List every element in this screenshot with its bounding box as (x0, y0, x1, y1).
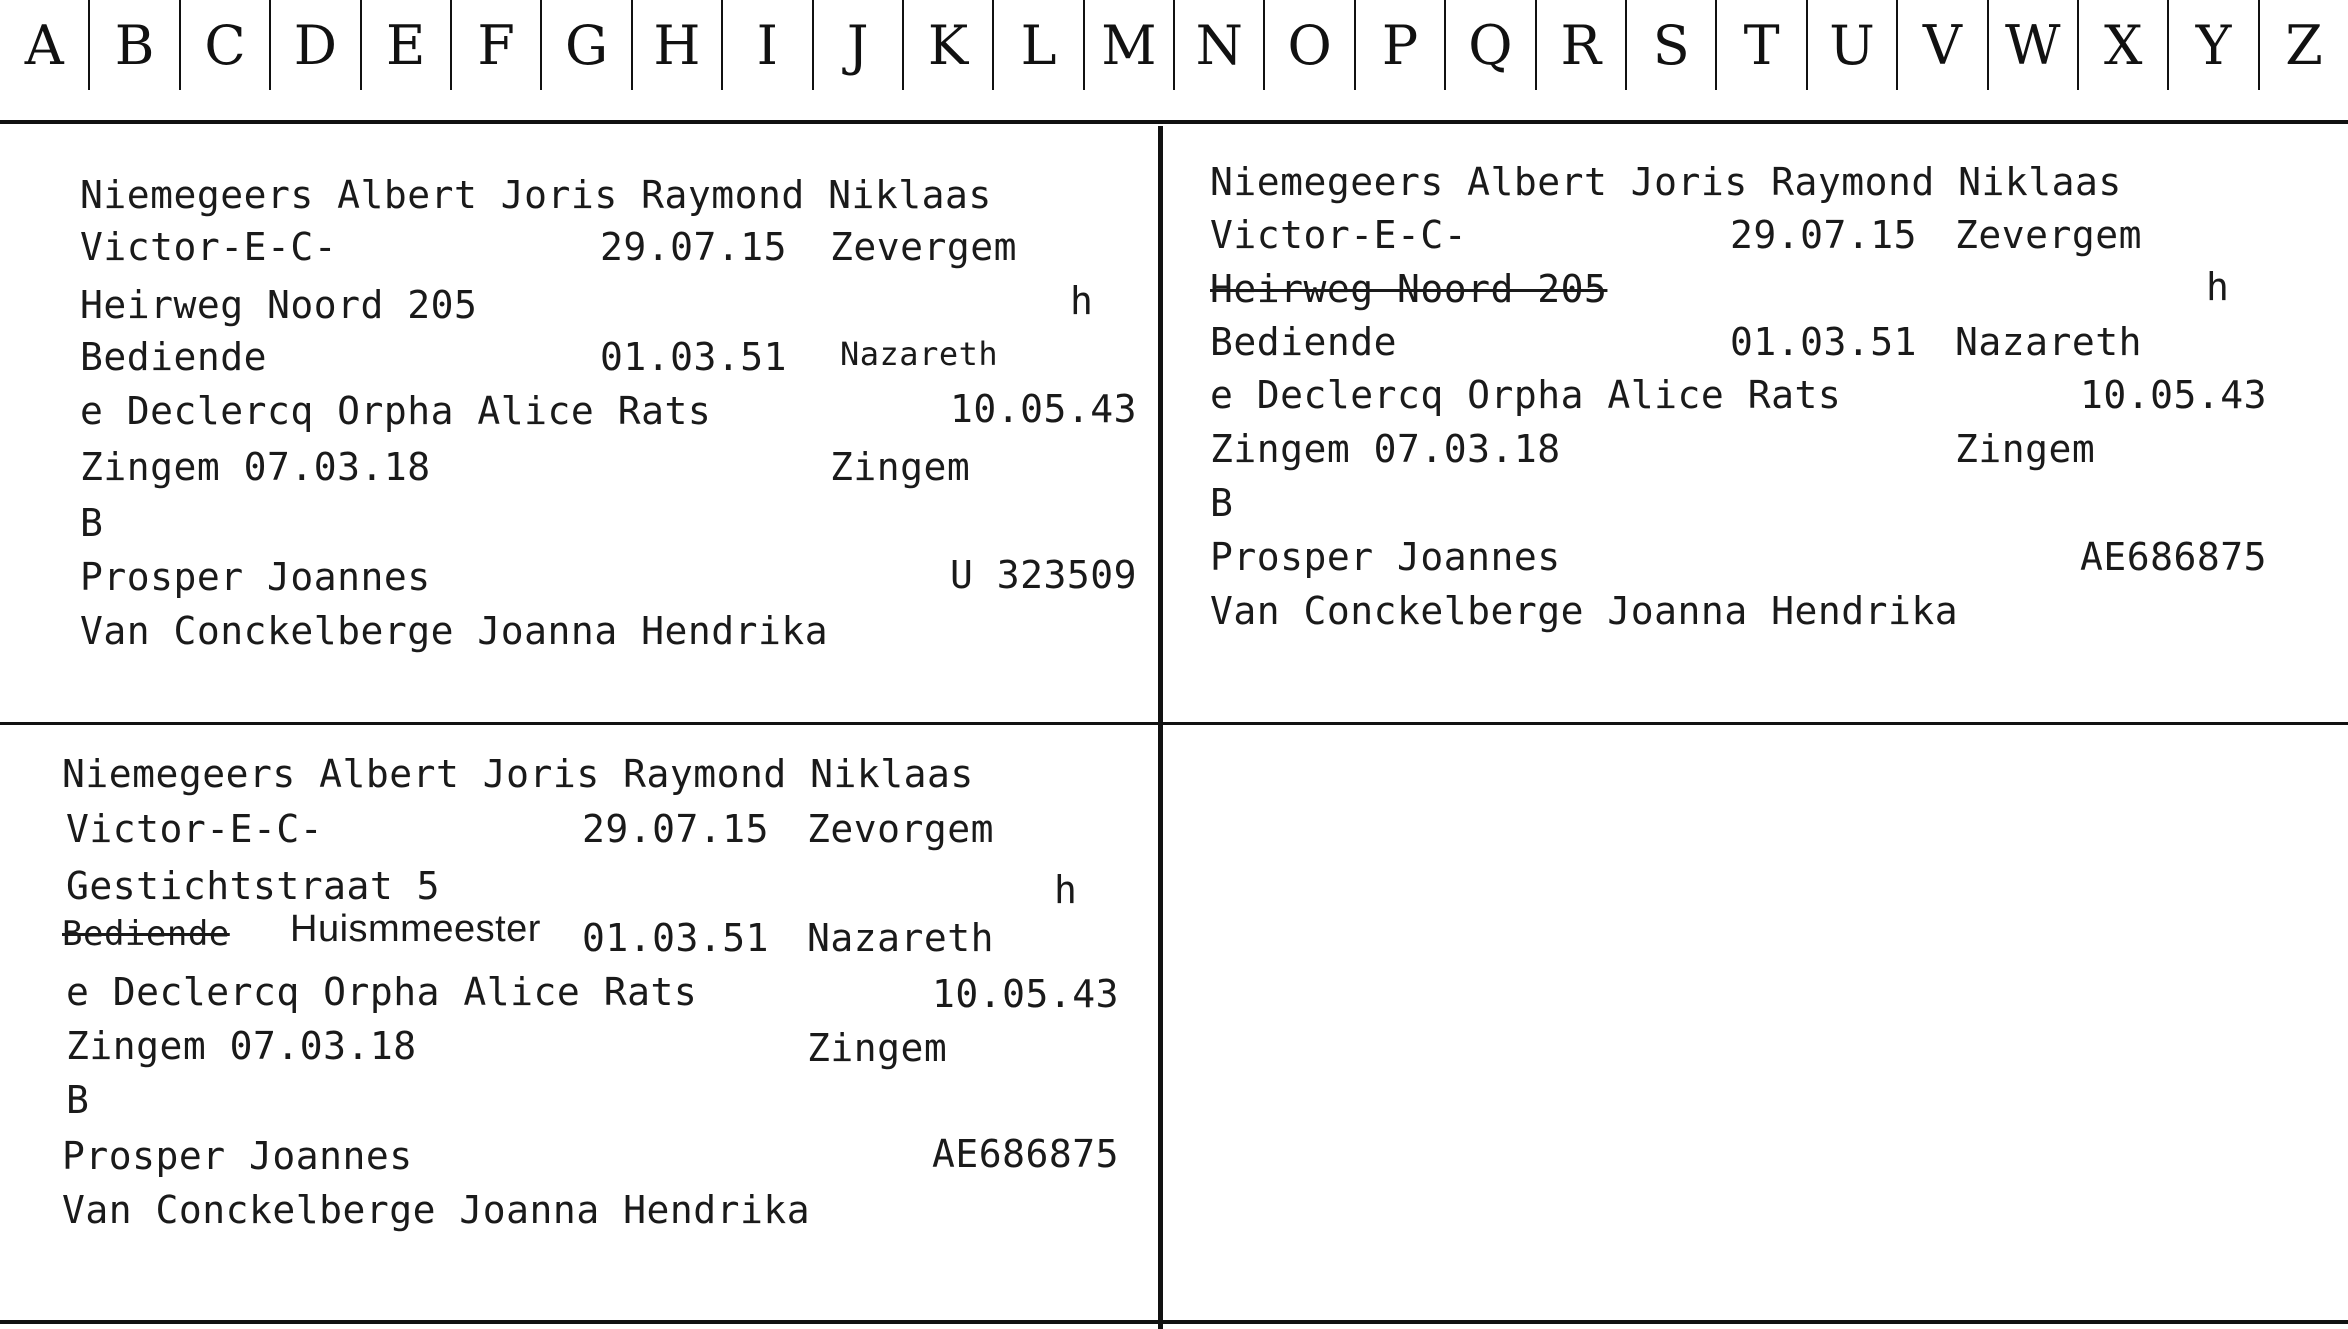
index-letter-m: M (1083, 0, 1173, 90)
card-marriage-place: Zingem (807, 1026, 948, 1070)
index-letter-n: N (1173, 0, 1263, 90)
card-given: Victor-E-C- (80, 225, 338, 269)
card-spouse: e Declercq Orpha Alice Rats (66, 970, 698, 1014)
index-letter-b: B (88, 0, 178, 90)
card-birth-date: 29.07.15 (600, 225, 788, 269)
index-letter-o: O (1263, 0, 1353, 90)
index-letter-l: L (992, 0, 1082, 90)
card-spouse-birth: Zingem 07.03.18 (1210, 427, 1561, 471)
card-given: Victor-E-C- (66, 807, 324, 851)
index-letter-x: X (2077, 0, 2167, 90)
card-spouse-date: 10.05.43 (950, 387, 1138, 431)
card-reg-place: Nazareth (807, 916, 995, 960)
card-mother: Van Conckelberge Joanna Hendrika (80, 609, 829, 653)
card-code: B (66, 1078, 90, 1122)
card-sex: h (1070, 279, 1094, 323)
card-id-number: AE686875 (2080, 535, 2268, 579)
index-letter-z: Z (2258, 0, 2348, 90)
card-reg-date: 01.03.51 (600, 335, 788, 379)
index-letter-w: W (1987, 0, 2077, 90)
index-letter-j: J (812, 0, 902, 90)
card-spouse-birth: Zingem 07.03.18 (80, 445, 431, 489)
card-sex: h (1054, 868, 1078, 912)
card-birth-place: Zevergem (830, 225, 1018, 269)
index-letter-d: D (269, 0, 359, 90)
alphabet-index-strip (0, 0, 2348, 124)
index-letter-y: Y (2167, 0, 2257, 90)
card-spouse: e Declercq Orpha Alice Rats (80, 389, 712, 433)
index-letter-c: C (179, 0, 269, 90)
card-name: Niemegeers Albert Joris Raymond Niklaas (62, 752, 974, 796)
card-spouse-date: 10.05.43 (932, 972, 1120, 1016)
card-sex: h (2206, 265, 2230, 309)
card-birth-date: 29.07.15 (1730, 213, 1918, 257)
card-father: Prosper Joannes (1210, 535, 1561, 579)
card-reg-date: 01.03.51 (1730, 320, 1918, 364)
index-letter-q: Q (1444, 0, 1534, 90)
card-address: Gestichtstraat 5 (66, 864, 441, 908)
card-father: Prosper Joannes (62, 1134, 413, 1178)
card-given: Victor-E-C- (1210, 213, 1468, 257)
card-divider-vertical (1158, 126, 1163, 1329)
card-father: Prosper Joannes (80, 555, 431, 599)
card-spouse: e Declercq Orpha Alice Rats (1210, 373, 1842, 417)
index-letter-e: E (360, 0, 450, 90)
card-address: Heirweg Noord 205 (80, 283, 478, 327)
card-birth-place: Zevergem (1955, 213, 2143, 257)
card-code: B (1210, 481, 1234, 525)
index-letter-g: G (540, 0, 630, 90)
card-reg-place: Nazareth (840, 335, 999, 373)
index-letter-t: T (1715, 0, 1805, 90)
card-occupation: Bediende (80, 335, 268, 379)
card-bottom-edge (0, 1320, 2348, 1324)
index-letter-k: K (902, 0, 992, 90)
index-letter-a: A (24, 13, 64, 77)
card-code: B (80, 501, 104, 545)
card-name: Niemegeers Albert Joris Raymond Niklaas (80, 173, 992, 217)
card-reg-date: 01.03.51 (582, 916, 770, 960)
card-name: Niemegeers Albert Joris Raymond Niklaas (1210, 160, 2122, 204)
card-divider-horizontal (0, 722, 2348, 725)
index-letter-i: I (721, 0, 811, 90)
index-letter-f: F (450, 0, 540, 90)
card-spouse-date: 10.05.43 (2080, 373, 2268, 417)
index-letter-p: P (1354, 0, 1444, 90)
card-address-struck: Heirweg Noord 205 (1210, 267, 1608, 311)
card-mother: Van Conckelberge Joanna Hendrika (1210, 589, 1959, 633)
card-marriage-place: Zingem (1955, 427, 2096, 471)
card-marriage-place: Zingem (830, 445, 971, 489)
card-id-number: AE686875 (932, 1132, 1120, 1176)
index-letter-r: R (1535, 0, 1625, 90)
record-card-blank (1166, 728, 2348, 1318)
card-spouse-birth: Zingem 07.03.18 (66, 1024, 417, 1068)
card-occupation: Huismmeester (290, 908, 541, 950)
card-occupation: Bediende (1210, 320, 1398, 364)
card-id-number: U 323509 (950, 553, 1138, 597)
index-letters (0, 0, 2348, 90)
card-mother: Van Conckelberge Joanna Hendrika (62, 1188, 811, 1232)
card-birth-place: Zevorgem (807, 807, 995, 851)
index-letter-h: H (631, 0, 721, 90)
card-birth-date: 29.07.15 (582, 807, 770, 851)
index-letter-v: V (1896, 0, 1986, 90)
card-reg-place: Nazareth (1955, 320, 2143, 364)
card-occupation-struck: Bediende (62, 914, 230, 954)
index-letter-s: S (1625, 0, 1715, 90)
index-letter-u: U (1806, 0, 1896, 90)
